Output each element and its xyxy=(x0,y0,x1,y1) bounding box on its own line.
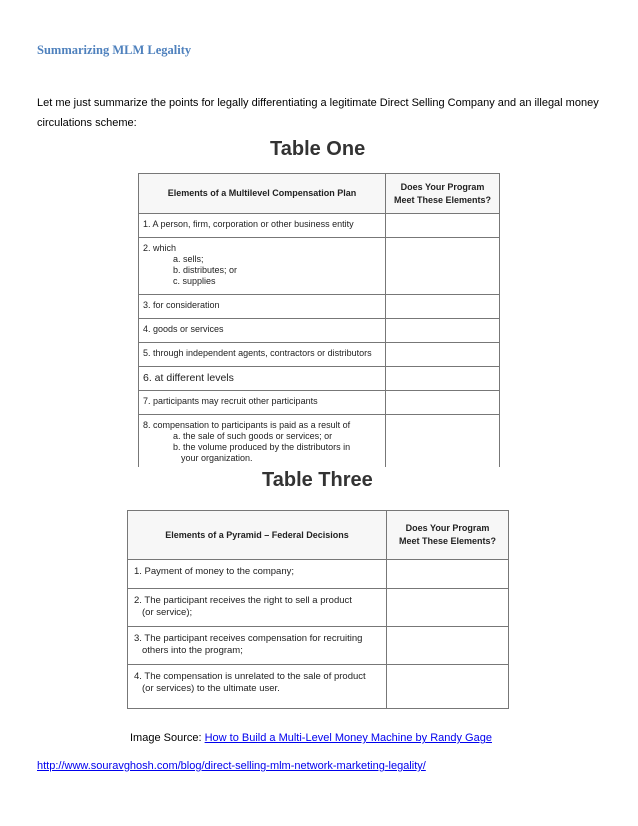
row-text: 7. participants may recruit other participants xyxy=(143,396,318,406)
answer-cell xyxy=(386,295,500,319)
table-three-col2-header-text: Does Your Program Meet These Elements? xyxy=(398,523,497,546)
answer-cell xyxy=(387,627,509,665)
answer-cell xyxy=(386,367,500,391)
table-three xyxy=(127,510,509,709)
table-three-col1-header: Elements of a Pyramid – Federal Decisions xyxy=(128,511,387,560)
row-text: 2. The participant receives the right to sell a product xyxy=(134,595,352,606)
row-text: 1. Payment of money to the company; xyxy=(134,566,295,577)
table-row xyxy=(139,214,386,238)
row-text: 5. through independent agents, contractors or distributors xyxy=(143,348,372,358)
row-text: 4. goods or services xyxy=(143,324,224,334)
table-three-title: Table Three xyxy=(262,469,373,491)
image-source-line xyxy=(130,732,492,744)
answer-cell xyxy=(386,238,500,295)
table-row xyxy=(139,367,386,391)
table-row xyxy=(128,627,387,665)
answer-cell xyxy=(386,214,500,238)
table-one-col2-header-text: Does Your Program Meet These Elements? xyxy=(393,181,492,205)
source-url-link[interactable]: http://www.souravghosh.com/blog/direct-selling-mlm-network-marketing-legality/ xyxy=(37,760,426,772)
row-text-cont: others into the program; xyxy=(142,645,243,656)
table-row xyxy=(139,295,386,319)
table-row xyxy=(128,665,387,709)
row-text: 8. compensation to participants is paid as a result of xyxy=(143,420,351,430)
table-row xyxy=(139,343,386,367)
row-subitem: b. the volume produced by the distributors in xyxy=(173,442,351,452)
row-text: 4. The compensation is unrelated to the sale of product xyxy=(134,671,366,682)
table-one xyxy=(138,173,500,467)
row-text: 3. for consideration xyxy=(143,300,220,310)
image-source-link[interactable]: How to Build a Multi-Level Money Machine by Randy Gage xyxy=(204,732,492,744)
answer-cell xyxy=(387,589,509,627)
row-text: 2. which xyxy=(143,243,177,253)
answer-cell xyxy=(387,560,509,589)
row-subitem: your organization. xyxy=(181,453,253,463)
row-text-cont: (or services) to the ultimate user. xyxy=(142,683,280,694)
table-row xyxy=(139,319,386,343)
answer-cell xyxy=(386,415,500,468)
table-row xyxy=(139,238,386,295)
row-subitem: b. distributes; or xyxy=(173,265,238,275)
answer-cell xyxy=(387,665,509,709)
answer-cell xyxy=(386,391,500,415)
table-one-title: Table One xyxy=(270,138,366,160)
table-row xyxy=(139,391,386,415)
row-subitem: a. the sale of such goods or services; or xyxy=(173,431,333,441)
answer-cell xyxy=(386,319,500,343)
answer-cell xyxy=(386,343,500,367)
source-url-line xyxy=(37,760,426,772)
table-one-col1-header: Elements of a Multilevel Compensation Plan xyxy=(139,174,386,214)
row-subitem: a. sells; xyxy=(173,254,204,264)
table-one-col2-header xyxy=(386,174,500,214)
table-row xyxy=(128,589,387,627)
section-heading: Summarizing MLM Legality xyxy=(37,43,192,57)
row-text-cont: (or service); xyxy=(142,607,193,618)
table-three-col2-header xyxy=(387,511,509,560)
table-row xyxy=(128,560,387,589)
row-text: 6. at different levels xyxy=(143,372,234,384)
row-text: 1. A person, firm, corporation or other business entity xyxy=(143,219,354,229)
row-subitem: c. supplies xyxy=(173,276,216,286)
row-text: 3. The participant receives compensation for recruiting xyxy=(134,633,363,644)
table-row xyxy=(139,415,386,468)
image-source-label: Image Source: xyxy=(130,732,205,744)
intro-paragraph: Let me just summarize the points for legally differentiating a legitimate Direct Selling Company and an illegal money circulations scheme: xyxy=(37,97,599,129)
